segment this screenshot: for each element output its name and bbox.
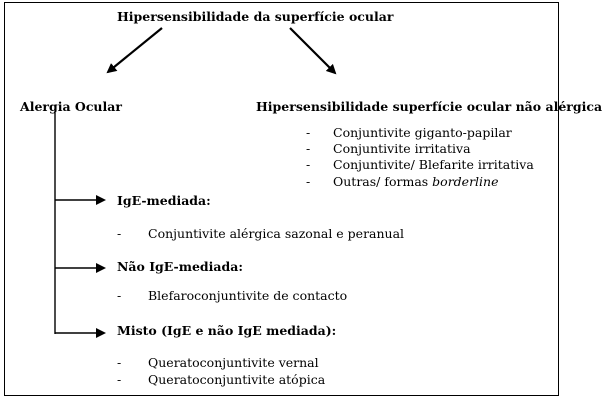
bullet-dash: - — [306, 174, 311, 189]
nao-alergica-item-last — [333, 176, 499, 189]
misto-item: Queratoconjuntivite atópica — [148, 372, 326, 387]
last-item-prefix: Outras/ formas — [333, 174, 433, 189]
last-item-italic: borderline — [432, 174, 499, 189]
bullet-dash: - — [117, 226, 122, 241]
ige-mediada-item: Conjuntivite alérgica sazonal e peranual — [148, 226, 405, 241]
nao-ige-mediada-label: Não IgE-mediada: — [117, 259, 243, 274]
nao-alergica-label: Hipersensibilidade superfície ocular não alérgica — [256, 99, 602, 114]
alergia-ocular-label: Alergia Ocular — [20, 99, 122, 114]
bullet-dash: - — [306, 141, 311, 156]
diagram-title: Hipersensibilidade da superfície ocular — [117, 9, 394, 24]
nao-alergica-item: Conjuntivite/ Blefarite irritativa — [333, 157, 534, 172]
arrow-to-nao-alergica — [290, 28, 335, 73]
bullet-dash: - — [117, 372, 122, 387]
nao-alergica-item: Conjuntivite irritativa — [333, 141, 471, 156]
nao-ige-mediada-item: Blefaroconjuntivite de contacto — [148, 288, 348, 303]
misto-item: Queratoconjuntivite vernal — [148, 355, 319, 370]
nao-alergica-item: Conjuntivite giganto-papilar — [333, 125, 512, 140]
arrow-to-alergia — [108, 28, 162, 72]
misto-label: Misto (IgE e não IgE mediada): — [117, 323, 337, 338]
bullet-dash: - — [306, 125, 311, 140]
bullet-dash: - — [117, 355, 122, 370]
ige-mediada-label: IgE-mediada: — [117, 193, 211, 208]
bullet-dash: - — [306, 157, 311, 172]
bullet-dash: - — [117, 288, 122, 303]
